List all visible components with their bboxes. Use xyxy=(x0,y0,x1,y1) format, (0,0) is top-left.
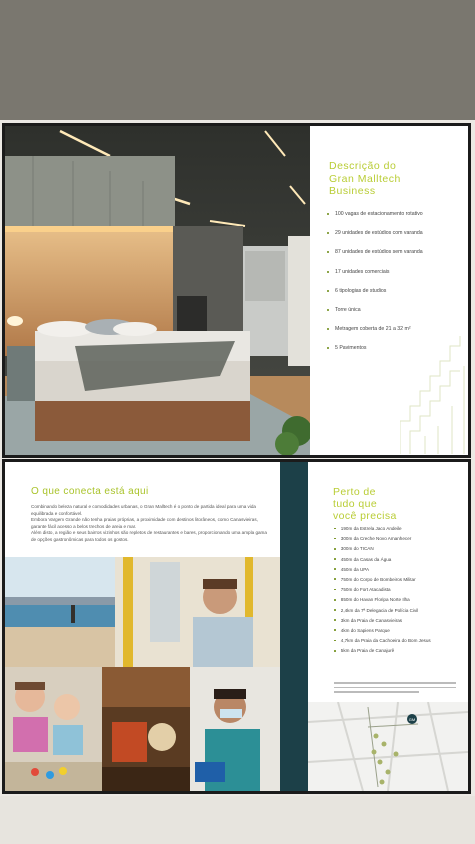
intro-text xyxy=(31,504,271,544)
map-marker-label: GM xyxy=(408,717,416,722)
brochure-page-location xyxy=(2,459,471,794)
title-line-3: Business xyxy=(329,185,376,197)
list-item: 5km da Praia de Canajurê xyxy=(334,648,431,658)
fine-print-block xyxy=(334,679,456,696)
intro-paragraph: Embora Vargem Grande não tenha praias próprias, a proximidade com destinos litorâneos, como Canasvieiras, garante fácil acesso a belos trechos de areia e mar. xyxy=(31,517,258,529)
title-line-1: Descrição do xyxy=(329,160,397,172)
intro-paragraph: Combinando beleza natural e comodidades urbanas, o Gran Malltech é o ponto de partida ideal para uma vida equilibrada e confortável. xyxy=(31,504,256,516)
list-item: 450m da Casas da Água xyxy=(334,557,431,567)
list-item: 750m do Corpo de Bombeiros Militar xyxy=(334,577,431,587)
list-item: 4km do Sapiens Parque xyxy=(334,628,431,638)
list-item: 450m da UPA xyxy=(334,567,431,577)
title-line-1: Perto de xyxy=(333,486,376,498)
brochure-page-description xyxy=(2,123,471,458)
list-item: 100 vagas de estacionamento rotativo xyxy=(327,211,423,230)
healthcare-photo xyxy=(190,667,280,791)
list-item: 850m do Havan Floripa Norte Ilha xyxy=(334,597,431,607)
list-item: 29 unidades de estúdios com varanda xyxy=(327,230,423,249)
title-line-2: tudo que xyxy=(333,498,378,510)
location-map xyxy=(308,702,468,791)
restaurant-photo xyxy=(102,667,190,791)
list-item: 300m da Creche Novo Amanhecer xyxy=(334,536,431,546)
top-background xyxy=(0,0,475,120)
description-title xyxy=(329,160,459,198)
list-item: 17 unidades comerciais xyxy=(327,269,423,288)
list-item: 5 Pavimentos xyxy=(327,345,423,364)
title-line-3: você precisa xyxy=(333,510,397,522)
list-item: 4,7km da Praia da Cachoeira do Bom Jesus xyxy=(334,638,431,648)
intro-panel xyxy=(5,462,280,557)
children-playing-photo xyxy=(5,667,102,791)
section-title: O que conecta está aqui xyxy=(31,486,149,497)
beach-photo xyxy=(5,557,115,667)
bus-passenger-photo xyxy=(115,557,280,667)
nearby-places-list xyxy=(334,526,431,658)
photo-collage xyxy=(5,557,280,791)
list-item: 6 tipologias de studios xyxy=(327,288,423,307)
intro-paragraph: Além disto, a região e seus bairros vizinhos são repletos de restaurantes e bares, proporcionando uma ampla gama de opções gastronômicas para todos os gostos. xyxy=(31,530,267,542)
bedroom-photo xyxy=(5,126,310,455)
list-item: 87 unidades de estúdios sem varanda xyxy=(327,249,423,268)
nearby-title xyxy=(333,486,453,522)
building-lines-graphic xyxy=(400,336,468,454)
list-item: 750m do Fort Atacadista xyxy=(334,587,431,597)
list-item: 300m do TICAN xyxy=(334,546,431,556)
list-item: 190m da Estrela Jaco Andeile xyxy=(334,526,431,536)
title-line-2: Gran Malltech xyxy=(329,172,401,185)
nearby-panel xyxy=(308,462,468,791)
description-panel xyxy=(310,126,468,455)
list-item: Metragem coberta de 21 a 32 m² xyxy=(327,326,423,345)
list-item: Torre única xyxy=(327,307,423,326)
list-item: 3km da Praia de Canasvieiras xyxy=(334,618,431,628)
list-item: 2,4km da 7ª Delegacia de Polícia Civil xyxy=(334,608,431,618)
bottom-background xyxy=(0,796,475,844)
teal-divider xyxy=(280,462,308,791)
